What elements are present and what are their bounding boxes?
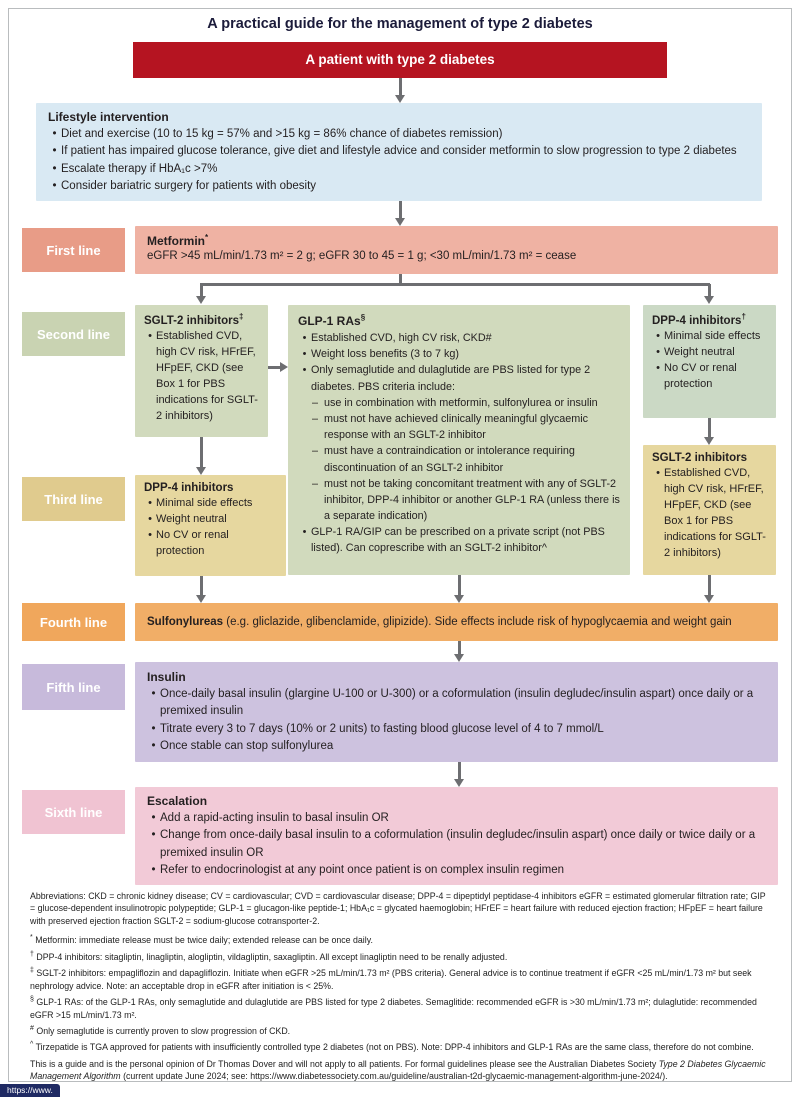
heading-text: SGLT-2 inhibitors — [144, 314, 239, 327]
arrow-head — [704, 437, 714, 445]
bullet-text: Only semaglutide and dulaglutide are PBS listed for type 2 diabetes. PBS criteria include: — [311, 364, 591, 393]
list-item — [144, 329, 259, 425]
arrow-shaft — [708, 284, 711, 296]
footnote-marker: ^ — [30, 1041, 34, 1049]
heading-text: GLP-1 RAs — [298, 314, 361, 328]
lifestyle-bullet — [48, 143, 750, 160]
bullet-dot — [298, 346, 311, 362]
arrow-head — [280, 362, 288, 372]
lifestyle-intervention-box — [36, 103, 762, 201]
footnote-marker: ‡ — [238, 312, 244, 321]
box-heading: SGLT-2 inhibitors — [652, 452, 747, 464]
list-item — [144, 528, 277, 560]
lifestyle-bullet — [48, 178, 750, 195]
bullet-dot — [48, 126, 61, 143]
footnote-marker: § — [360, 313, 366, 322]
box-heading — [144, 312, 259, 327]
footnote — [30, 950, 772, 963]
bullet-dot — [652, 329, 664, 345]
arrow-head — [196, 467, 206, 475]
bullet-text: Once-daily basal insulin (glargine U-100 or U-300) or a coformulation (insulin degludec/insulin aspart) once daily or a premixed insulin — [160, 688, 754, 718]
abbreviations-paragraph: Abbreviations: CKD = chronic kidney disease; CV = cardiovascular; CVD = cardiovascular disease; DPP-4 = dipeptidyl peptidase-4 inhibitors eGFR = estimated glomerular filtration rate; GIP = glucose-dependent insulinotropic polypeptide; GLP-1 = glucagon-like peptide-1; HbA₁c = glycated haemoglobin; HFrEF = heart failure with reduced ejection fraction; HFpEF = heart failure with preserved ejection fraction SGLT-2 = sodium-glucose cotransporter-2. — [30, 891, 766, 926]
bullet-text: No CV or renal protection — [664, 361, 737, 390]
list-item — [147, 827, 766, 862]
footnote-text: DPP-4 inhibitors: sitagliptin, linagliptin, alogliptin, vildagliptin, saxagliptin. All except linagliptin need to be renally adjusted. — [36, 951, 508, 962]
list-item — [298, 330, 620, 346]
lifestyle-bullet — [48, 126, 750, 143]
bullet-text: Established CVD, high CV risk, HFrEF, HFpEF, CKD (see Box 1 for PBS indications for SGLT-2 inhibitors) — [664, 467, 766, 559]
bullet-text: Weight loss benefits (3 to 7 kg) — [311, 348, 460, 361]
arrow-shaft — [458, 641, 461, 655]
bullet-text: Once stable can stop sulfonylurea — [160, 739, 334, 752]
sulfonylureas-text — [147, 616, 732, 628]
list-item — [144, 512, 277, 528]
list-item — [652, 345, 767, 361]
bullet-text: Weight neutral — [664, 345, 735, 358]
bullet-dot — [147, 862, 160, 879]
bullet-dot — [147, 827, 160, 862]
arrow-shaft — [399, 201, 402, 219]
bullet-dot — [48, 178, 61, 195]
metformin-box — [135, 226, 778, 274]
disclaimer — [30, 1058, 772, 1083]
bullet-text: Weight neutral — [156, 512, 227, 525]
sulfonylureas-box — [135, 603, 778, 641]
bullet-dot — [144, 512, 156, 528]
footnote-text: Tirzepatide is TGA approved for patients with insufficiently controlled type 2 diabetes (not on PBS). Note: DPP-4 inhibitors and GLP-1 RAs are the same class, therefore do not combine. — [35, 1042, 754, 1053]
list-item — [298, 362, 620, 394]
disclaimer-text: This is a guide and is the personal opinion of Dr Thomas Dover and will not apply to all patients. For formal guidelines please see the Australian Diabetes Society — [30, 1058, 659, 1069]
arrow-head — [454, 595, 464, 603]
bullet-dot — [147, 738, 160, 755]
bullet-text: Diet and exercise (10 to 15 kg = 57% and >15 kg = 86% chance of diabetes remission) — [61, 128, 503, 140]
dpp4-inhibitors-thirdline-box — [135, 475, 286, 576]
bullet-text: Refer to endocrinologist at any point once patient is on complex insulin regimen — [160, 863, 565, 876]
footnote-text: GLP-1 RAs: of the GLP-1 RAs, only semaglutide and dulaglutide are PBS listed for type 2 diabetes. Semaglitide: recommended eGFR is >30 mL/min/1.73 m²; dulaglutide: recommended eGFR >15 mL/min/1.73 m². — [30, 997, 757, 1020]
bullet-text: Change from once-daily basal insulin to a coformulation (insulin degludec/insulin aspart) once daily or twice daily or a premixed insulin OR — [160, 829, 756, 859]
footnote-marker: # — [30, 1025, 34, 1033]
sglt2-inhibitors-thirdline-box — [643, 445, 776, 575]
metformin-dosing-text: eGFR >45 mL/min/1.73 m² = 2 g; eGFR 30 to 45 = 1 g; <30 mL/min/1.73 m² = cease — [147, 250, 577, 262]
footnote — [30, 966, 772, 992]
bullet-text: must not have achieved clinically meaningful glycaemic response with an SGLT-2 inhibitor — [324, 412, 589, 442]
bullet-dot — [652, 345, 664, 361]
footnote — [30, 1040, 772, 1053]
arrow-head — [395, 218, 405, 226]
box-heading — [147, 233, 766, 248]
dash-bullet — [312, 443, 324, 475]
second-line-label: Second line — [22, 312, 125, 356]
arrow-head — [454, 654, 464, 662]
disclaimer-source-italic: Type 2 Diabetes Glycaemic Management Algorithm — [30, 1058, 766, 1082]
insulin-box — [135, 662, 778, 762]
link-status-bar: https://www. — [0, 1084, 60, 1097]
footnotes — [30, 890, 772, 1086]
third-line-label: Third line — [22, 477, 125, 521]
list-item — [147, 738, 766, 755]
heading-text: DPP-4 inhibitors — [652, 314, 742, 327]
bullet-dot — [652, 466, 664, 562]
bullet-dot — [298, 362, 311, 394]
arrow-shaft — [200, 284, 203, 296]
bullet-dot — [298, 524, 311, 556]
arrow-shaft — [200, 437, 203, 468]
bullet-text: Established CVD, high CV risk, CKD# — [311, 332, 492, 344]
footnote-marker: † — [30, 950, 34, 958]
bullet-text: must not be taking concomitant treatment with any of SGLT-2 inhibitor, DPP-4 inhibitor or another GLP-1 RA (unless there is a separate indication) — [324, 477, 620, 523]
bullet-text: Minimal side effects — [156, 497, 253, 509]
arrow-head — [704, 595, 714, 603]
footnote-marker: † — [741, 312, 746, 321]
heading-text: Sulfonylureas — [147, 616, 224, 628]
arrow-head — [196, 595, 206, 603]
body-text: (e.g. gliclazide, glibenclamide, glipizide). Side effects include risk of hypoglycaemia and weight gain — [223, 616, 732, 628]
sub-list-item — [312, 476, 620, 525]
footnote-marker: ‡ — [30, 967, 34, 975]
bullet-dot — [652, 361, 664, 393]
arrow-shaft — [458, 762, 461, 780]
escalation-box — [135, 787, 778, 885]
disclaimer-text: (current update June 2024; see: https://www.diabetessociety.com.au/guideline/australian-t2d-glycaemic-management-algorithm-june-2024/). — [120, 1071, 668, 1082]
arrow-shaft — [399, 78, 402, 96]
footnote — [30, 995, 772, 1021]
arrow-shaft — [200, 283, 710, 286]
arrow-head — [454, 779, 464, 787]
bullet-text: Consider bariatric surgery for patients with obesity — [61, 179, 317, 192]
footnote-marker: § — [30, 996, 34, 1004]
bullet-text: Established CVD, high CV risk, HFrEF, HFpEF, CKD (see Box 1 for PBS indications for SGLT-2 inhibitors) — [156, 329, 258, 422]
arrow-shaft — [458, 575, 461, 596]
footnote — [30, 1024, 772, 1037]
bullet-dot — [48, 161, 61, 178]
heading-text: Metformin — [147, 234, 205, 248]
bullet-text: use in combination with metformin, sulfonylurea or insulin — [324, 396, 598, 409]
box-heading — [652, 312, 767, 327]
list-item — [652, 361, 767, 393]
list-item — [144, 496, 277, 512]
list-item — [652, 329, 767, 345]
bullet-text: Titrate every 3 to 7 days (10% or 2 units) to fasting blood glucose level of 4 to 7 mmol/L — [160, 722, 604, 735]
list-item — [652, 466, 767, 562]
list-item — [298, 346, 620, 362]
arrow-head — [395, 95, 405, 103]
list-item — [147, 862, 766, 879]
bullet-text: No CV or renal protection — [156, 528, 229, 557]
box-heading — [298, 313, 620, 328]
bullet-text: Escalate therapy if HbA₁c >7% — [61, 162, 218, 175]
arrow-head — [196, 296, 206, 304]
sub-list-item — [312, 395, 620, 411]
arrow-shaft — [200, 576, 203, 596]
lifestyle-bullet — [48, 161, 750, 178]
fifth-line-label: Fifth line — [22, 664, 125, 710]
box-heading: Escalation — [147, 794, 208, 808]
bullet-text: Add a rapid-acting insulin to basal insulin OR — [160, 812, 389, 824]
arrow-shaft — [708, 575, 711, 596]
glp1-ras-box — [288, 305, 630, 575]
bullet-text: If patient has impaired glucose tolerance, give diet and lifestyle advice and consider metformin to slow progression to type 2 diabetes — [61, 145, 737, 158]
footnote-marker: * — [30, 934, 33, 942]
bullet-dot — [147, 721, 160, 738]
bullet-dot — [147, 686, 160, 721]
box-heading: Insulin — [147, 670, 186, 684]
bullet-dot — [147, 810, 160, 827]
bullet-dot — [298, 330, 311, 346]
box-heading: DPP-4 inhibitors — [144, 482, 234, 494]
list-item — [147, 810, 766, 827]
bullet-text: GLP-1 RA/GIP can be prescribed on a private script (not PBS listed). Can coprescribe with an SGLT-2 inhibitor^ — [311, 526, 605, 555]
list-item — [147, 721, 766, 738]
sub-list-item — [312, 411, 620, 443]
footnote-text: Only semaglutide is currently proven to slow progression of CKD. — [36, 1025, 291, 1036]
list-item — [298, 524, 620, 556]
box-heading: Lifestyle intervention — [48, 110, 169, 124]
arrow-head — [704, 296, 714, 304]
bullet-text: Minimal side effects — [664, 329, 761, 342]
bullet-text: must have a contraindication or intolerance requiring discontinuation of an SGLT-2 inhibitor — [324, 445, 575, 474]
footnote-text: SGLT-2 inhibitors: empagliflozin and dapagliflozin. Initiate when eGFR >25 mL/min/1.73 m² (PBS criteria). General advice is to continue treatment if eGFR <25 mL/min/1.73 m² but seek nephrology advice. Note: an acceptable drop in eGFR after initiation is < 25%. — [30, 968, 752, 991]
footnote-marker: * — [205, 233, 209, 242]
dash-bullet — [312, 411, 324, 443]
footnote — [30, 933, 772, 946]
footnote-text: Metformin: immediate release must be twice daily; extended release can be once daily. — [35, 935, 373, 946]
dash-bullet — [312, 395, 324, 411]
bullet-dot — [144, 528, 156, 560]
sub-list-item — [312, 443, 620, 475]
dash-bullet — [312, 476, 324, 525]
bullet-dot — [48, 143, 61, 160]
arrow-shaft — [708, 418, 711, 438]
first-line-label: First line — [22, 228, 125, 272]
arrow-shaft — [268, 366, 280, 369]
sixth-line-label: Sixth line — [22, 790, 125, 834]
list-item — [147, 686, 766, 721]
dpp4-inhibitors-secondline-box — [643, 305, 776, 418]
start-node: A patient with type 2 diabetes — [133, 42, 667, 78]
fourth-line-label: Fourth line — [22, 603, 125, 641]
bullet-dot — [144, 329, 156, 425]
sglt2-inhibitors-secondline-box — [135, 305, 268, 437]
page-title: A practical guide for the management of type 2 diabetes — [207, 16, 593, 32]
bullet-dot — [144, 496, 156, 512]
